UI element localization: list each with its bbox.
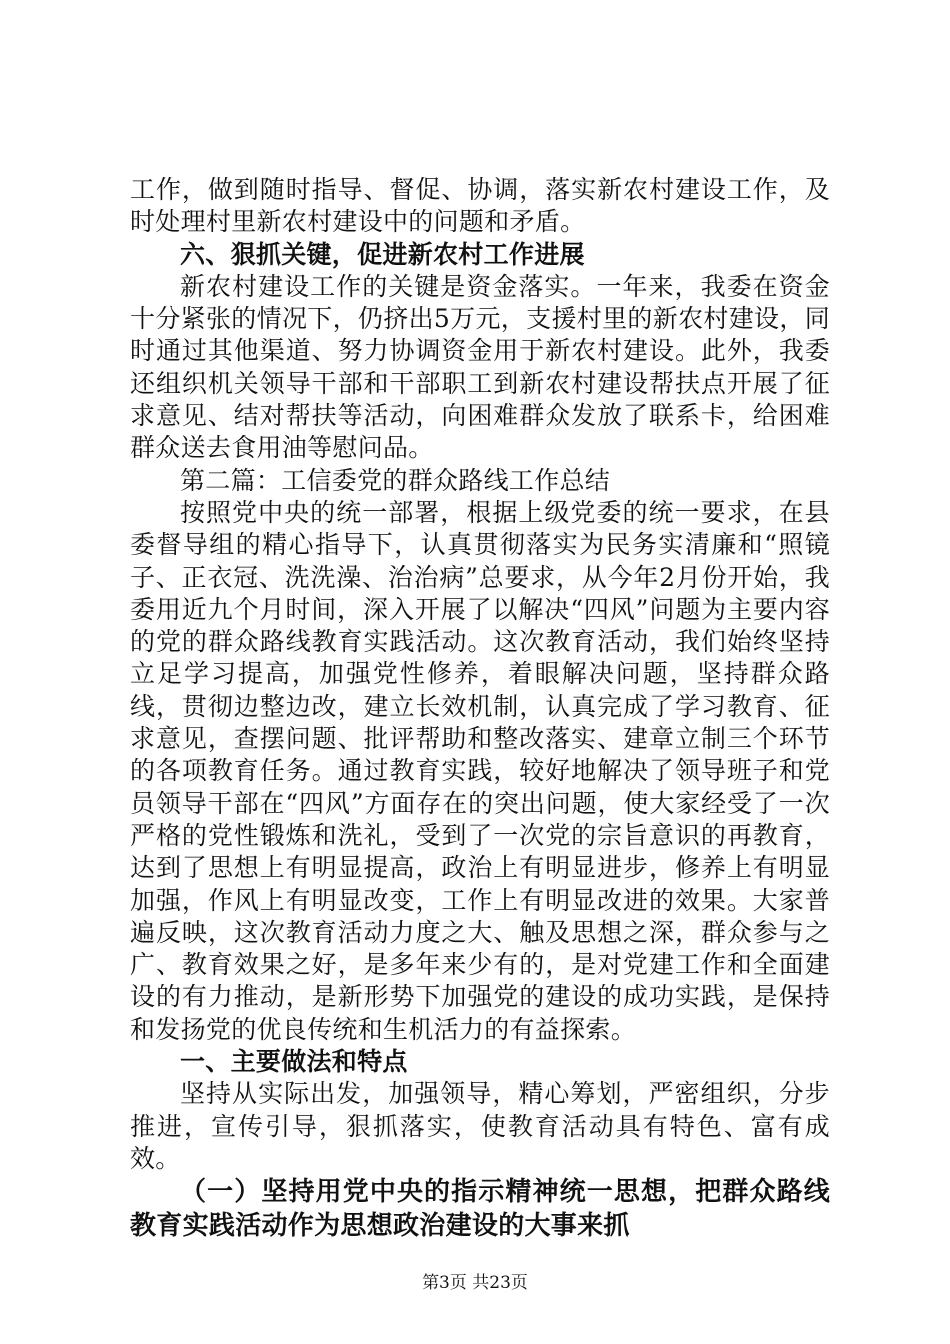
- chapter-title-two: 第二篇：工信委党的群众路线工作总结: [180, 465, 611, 495]
- paragraph-summary: 按照党中央的统一部署，根据上级党委的统一要求，在县委督导组的精心指导下，认真贯彻落实为民务实清廉和“照镜子、正衣冠、洗洗澡、治治病”总要求，从今年2月份开始，我委用近九个月时间，深入开展了以解决“四风”问题为主要内容的党的群众路线教育实践活动。这次教育活动，我们始终坚持立足学习提高，加强党性修养，着眼解决问题，坚持群众路线，贯彻边整边改，建立长效机制，认真完成了学习教育、征求意见，查摆问题、批评帮助和整改落实、建章立制三个环节的各项教育任务。通过教育实践，较好地解决了领导班子和党员领导干部在“四风”方面存在的突出问题，使大家经受了一次严格的党性锻炼和洗礼，受到了一次党的宗旨意识的再教育，达到了思想上有明显提高，政治上有明显进步，修养上有明显加强，作风上有明显改变，工作上有明显改进的效果。大家普遍反映，这次教育活动力度之大、触及思想之深，群众参与之广、教育效果之好，是多年来少有的，是对党建工作和全面建设的有力推动，是新形势下加强党的建设的成功实践，是保持和发扬党的优良传统和生机活力的有益探索。: [130, 497, 830, 1044]
- section-heading-six: 六、狠抓关键，促进新农村工作进展: [180, 239, 585, 269]
- subsection-heading-one: （一）坚持用党中央的指示精神统一思想，把群众路线教育实践活动作为思想政治建设的大事来抓: [130, 1177, 830, 1242]
- paragraph-continuation: 工作，做到随时指导、督促、协调，落实新农村建设工作，及时处理村里新农村建设中的问题和矛盾。: [130, 175, 830, 237]
- paragraph-practice: 坚持从实际出发，加强领导，精心筹划，严密组织，分步推进，宣传引导，狠抓落实，使教育活动具有特色、富有成效。: [130, 1079, 830, 1173]
- document-body: [130, 174, 830, 1243]
- section-heading-one: 一、主要做法和特点: [180, 1047, 408, 1077]
- paragraph-funding: 新农村建设工作的关键是资金落实。一年来，我委在资金十分紧张的情况下，仍挤出5万元，支援村里的新农村建设，同时通过其他渠道、努力协调资金用于新农村建设。此外，我委还组织机关领导干部和干部职工到新农村建设帮扶点开展了征求意见、结对帮扶等活动，向困难群众发放了联系卡，给困难群众送去食用油等慰问品。: [130, 271, 830, 463]
- page-footer: 第3页 共23页: [422, 1273, 528, 1293]
